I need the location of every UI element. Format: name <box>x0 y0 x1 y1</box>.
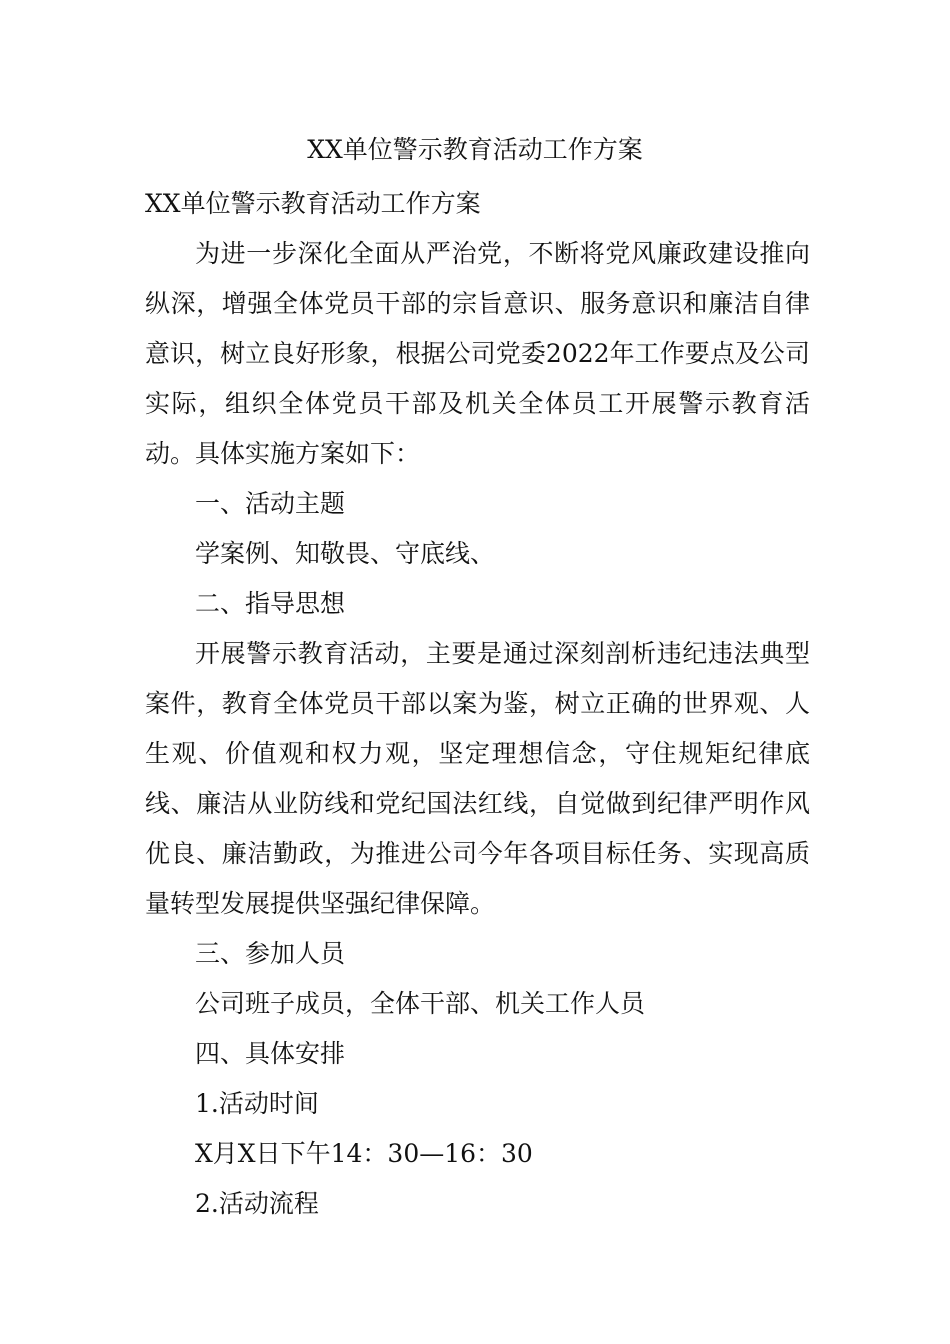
theme-content: 学案例、知敬畏、守底线、 <box>195 539 496 568</box>
section-heading-guidance: 二、指导思想 <box>195 589 346 618</box>
section-heading-theme: 一、活动主题 <box>195 489 346 518</box>
section-heading-arrangement: 四、具体安排 <box>195 1039 346 1068</box>
participants-content: 公司班子成员，全体干部、机关工作人员 <box>195 989 646 1018</box>
activity-time-value: X月X日下午14：30—16：30 <box>195 1139 533 1168</box>
activity-process-label: 2.活动流程 <box>195 1189 319 1218</box>
section-heading-participants: 三、参加人员 <box>195 939 346 968</box>
document-subtitle: XX单位警示教育活动工作方案 <box>145 189 481 218</box>
intro-paragraph: 为进一步深化全面从严治党，不断将党风廉政建设推向纵深，增强全体党员干部的宗旨意识、服务意识和廉洁自律意识，树立良好形象，根据公司党委2022年工作要点及公司实际，组织全体党员干部及机关全体员工开展警示教育活动。具体实施方案如下： <box>145 239 810 468</box>
guidance-paragraph: 开展警示教育活动，主要是通过深刻剖析违纪违法典型案件，教育全体党员干部以案为鉴，树立正确的世界观、人生观、价值观和权力观，坚定理想信念，守住规矩纪律底线、廉洁从业防线和党纪国法红线，自觉做到纪律严明作风优良、廉洁勤政，为推进公司今年各项目标任务、实现高质量转型发展提供坚强纪律保障。 <box>145 639 810 918</box>
document-body <box>145 179 810 1229</box>
activity-time-label: 1.活动时间 <box>195 1089 319 1118</box>
document-title: XX单位警示教育活动工作方案 <box>307 135 643 164</box>
